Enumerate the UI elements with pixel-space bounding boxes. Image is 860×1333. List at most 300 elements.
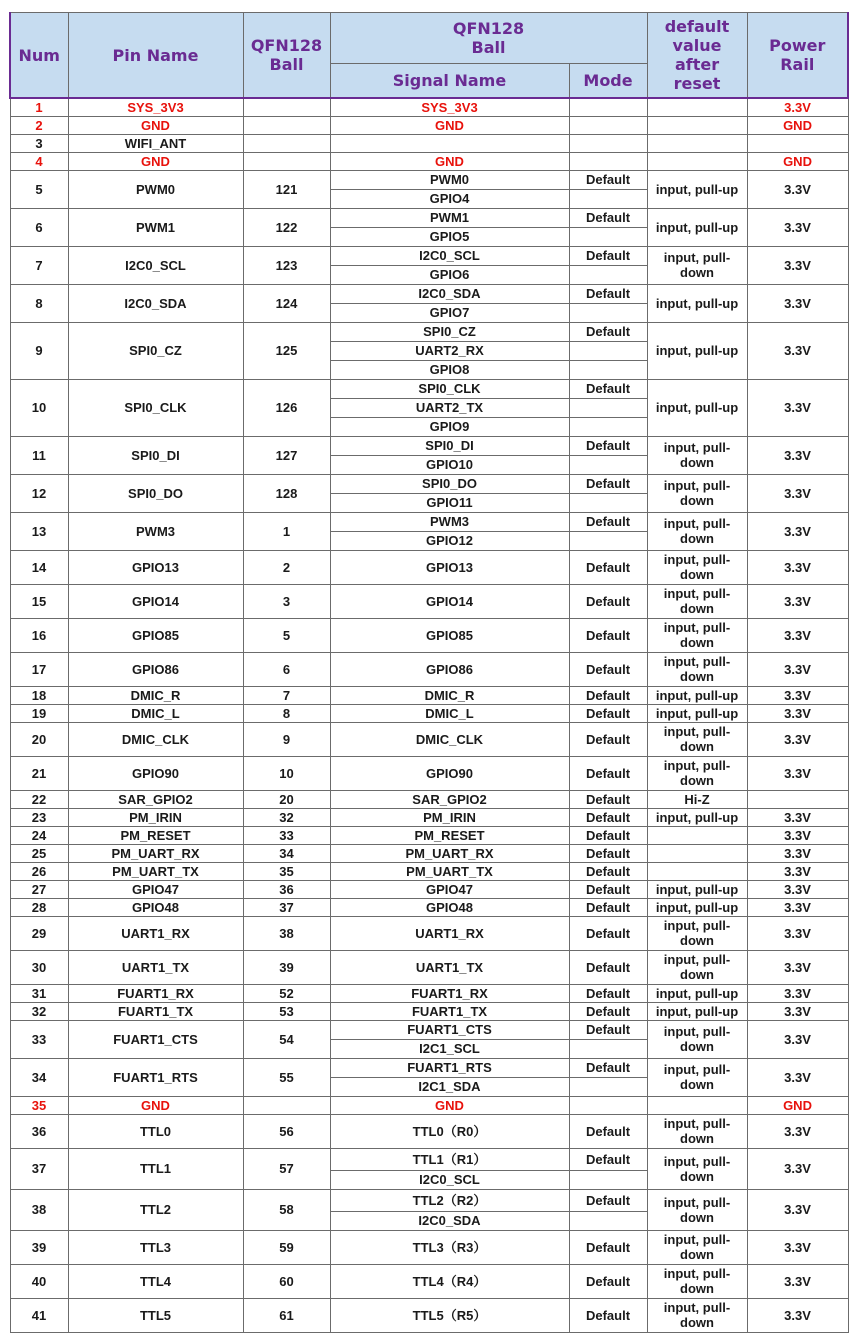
reset-value-cell: input, pull-down	[647, 652, 747, 686]
mode-cell: Default	[569, 1020, 647, 1039]
signal-name-cell: FUART1_RX	[330, 984, 569, 1002]
reset-value-cell: input, pull-up	[647, 880, 747, 898]
reset-value-cell: input, pull-up	[647, 1002, 747, 1020]
ball-cell: 35	[243, 862, 330, 880]
reset-value-cell	[647, 862, 747, 880]
pin-name-cell: GPIO14	[68, 584, 243, 618]
table-row	[10, 844, 848, 862]
mode-cell: Default	[569, 1058, 647, 1077]
power-rail-cell: 3.3V	[747, 1114, 848, 1148]
signal-name-cell: SPI0_CLK	[330, 379, 569, 398]
pin-name-cell: GPIO13	[68, 550, 243, 584]
power-rail-cell: 3.3V	[747, 1148, 848, 1189]
pin-num-cell: 30	[10, 950, 68, 984]
pin-num-cell: 35	[10, 1096, 68, 1114]
table-body	[10, 98, 848, 1332]
signal-name-cell: GPIO13	[330, 550, 569, 584]
table-row	[10, 984, 848, 1002]
signal-name-cell: I2C0_SDA	[330, 284, 569, 303]
pin-name-cell: GPIO90	[68, 756, 243, 790]
signal-name-cell: GPIO14	[330, 584, 569, 618]
pin-name-cell: TTL3	[68, 1230, 243, 1264]
signal-name-cell: FUART1_TX	[330, 1002, 569, 1020]
signal-name-cell	[330, 134, 569, 152]
mode-cell: Default	[569, 808, 647, 826]
power-rail-cell: 3.3V	[747, 898, 848, 916]
mode-cell	[569, 398, 647, 417]
ball-cell: 37	[243, 898, 330, 916]
signal-name-cell: PM_IRIN	[330, 808, 569, 826]
power-rail-cell: 3.3V	[747, 880, 848, 898]
mode-cell: Default	[569, 756, 647, 790]
header-default-line4: reset	[673, 74, 721, 93]
pin-num-cell: 26	[10, 862, 68, 880]
reset-value-cell: input, pull-up	[647, 984, 747, 1002]
signal-name-cell: TTL3（R3）	[330, 1230, 569, 1264]
table-row	[10, 584, 848, 618]
mode-cell	[569, 303, 647, 322]
pin-num-cell: 4	[10, 152, 68, 170]
pin-num-cell: 28	[10, 898, 68, 916]
mode-cell	[569, 531, 647, 550]
mode-cell	[569, 134, 647, 152]
ball-cell: 8	[243, 704, 330, 722]
pin-name-cell: FUART1_CTS	[68, 1020, 243, 1058]
power-rail-cell: 3.3V	[747, 1264, 848, 1298]
power-rail-cell	[747, 790, 848, 808]
reset-value-cell: input, pull-down	[647, 246, 747, 284]
reset-value-cell	[647, 1096, 747, 1114]
signal-name-cell: I2C1_SDA	[330, 1077, 569, 1096]
power-rail-cell: 3.3V	[747, 379, 848, 436]
pin-num-cell: 18	[10, 686, 68, 704]
reset-value-cell: input, pull-down	[647, 618, 747, 652]
reset-value-cell: input, pull-up	[647, 170, 747, 208]
reset-value-cell: input, pull-down	[647, 1189, 747, 1230]
signal-name-cell: I2C0_SDA	[330, 1211, 569, 1230]
ball-cell: 124	[243, 284, 330, 322]
pin-name-cell: GND	[68, 116, 243, 134]
mode-cell: Default	[569, 950, 647, 984]
power-rail-cell: 3.3V	[747, 1058, 848, 1096]
table-row	[10, 704, 848, 722]
table-row	[10, 1148, 848, 1170]
mode-cell: Default	[569, 584, 647, 618]
mode-cell: Default	[569, 880, 647, 898]
reset-value-cell	[647, 844, 747, 862]
table-row	[10, 916, 848, 950]
table-row	[10, 686, 848, 704]
pin-name-cell: TTL1	[68, 1148, 243, 1189]
ball-cell: 123	[243, 246, 330, 284]
signal-name-cell: GND	[330, 116, 569, 134]
pin-name-cell: GND	[68, 1096, 243, 1114]
table-row	[10, 1230, 848, 1264]
mode-cell	[569, 1096, 647, 1114]
signal-name-cell: DMIC_L	[330, 704, 569, 722]
table-row	[10, 1189, 848, 1211]
mode-cell	[569, 455, 647, 474]
ball-cell: 20	[243, 790, 330, 808]
mode-cell	[569, 265, 647, 284]
reset-value-cell: input, pull-down	[647, 1148, 747, 1189]
table-row	[10, 898, 848, 916]
pin-name-cell: FUART1_RX	[68, 984, 243, 1002]
ball-cell: 6	[243, 652, 330, 686]
mode-cell: Default	[569, 322, 647, 341]
mode-cell	[569, 98, 647, 116]
pin-name-cell: PM_RESET	[68, 826, 243, 844]
ball-cell: 53	[243, 1002, 330, 1020]
reset-value-cell: input, pull-down	[647, 1114, 747, 1148]
signal-name-cell: GPIO5	[330, 227, 569, 246]
pin-num-cell: 3	[10, 134, 68, 152]
signal-name-cell: GPIO11	[330, 493, 569, 512]
power-rail-cell: GND	[747, 1096, 848, 1114]
mode-cell: Default	[569, 984, 647, 1002]
signal-name-cell: GPIO4	[330, 189, 569, 208]
power-rail-cell: 3.3V	[747, 950, 848, 984]
ball-cell: 128	[243, 474, 330, 512]
table-row	[10, 808, 848, 826]
mode-cell	[569, 1211, 647, 1230]
power-rail-cell: 3.3V	[747, 1189, 848, 1230]
mode-cell: Default	[569, 722, 647, 756]
pin-name-cell: SYS_3V3	[68, 98, 243, 116]
power-rail-cell: 3.3V	[747, 808, 848, 826]
mode-cell: Default	[569, 512, 647, 531]
mode-cell: Default	[569, 826, 647, 844]
table-row	[10, 284, 848, 303]
ball-cell: 57	[243, 1148, 330, 1189]
power-rail-cell: 3.3V	[747, 686, 848, 704]
table-row	[10, 880, 848, 898]
power-rail-cell: 3.3V	[747, 652, 848, 686]
pin-num-cell: 31	[10, 984, 68, 1002]
power-rail-cell: 3.3V	[747, 1002, 848, 1020]
table-header	[10, 13, 848, 99]
table-row	[10, 1298, 848, 1332]
pin-name-cell: TTL5	[68, 1298, 243, 1332]
mode-cell	[569, 152, 647, 170]
pin-name-cell: WIFI_ANT	[68, 134, 243, 152]
power-rail-cell: GND	[747, 116, 848, 134]
power-rail-cell: 3.3V	[747, 550, 848, 584]
ball-cell: 10	[243, 756, 330, 790]
pin-num-cell: 8	[10, 284, 68, 322]
power-rail-cell: 3.3V	[747, 704, 848, 722]
power-rail-cell: 3.3V	[747, 474, 848, 512]
table-row	[10, 790, 848, 808]
power-rail-cell: 3.3V	[747, 170, 848, 208]
mode-cell: Default	[569, 1189, 647, 1211]
power-rail-cell: 3.3V	[747, 1298, 848, 1332]
mode-cell: Default	[569, 1148, 647, 1170]
mode-cell	[569, 116, 647, 134]
pin-num-cell: 27	[10, 880, 68, 898]
power-rail-cell: 3.3V	[747, 1230, 848, 1264]
signal-name-cell: TTL4（R4）	[330, 1264, 569, 1298]
ball-cell	[243, 134, 330, 152]
reset-value-cell: input, pull-down	[647, 550, 747, 584]
signal-name-cell: SYS_3V3	[330, 98, 569, 116]
power-rail-cell	[747, 134, 848, 152]
mode-cell	[569, 360, 647, 379]
ball-cell: 33	[243, 826, 330, 844]
pin-name-cell: GPIO86	[68, 652, 243, 686]
reset-value-cell: input, pull-down	[647, 1058, 747, 1096]
power-rail-cell: 3.3V	[747, 322, 848, 379]
power-rail-cell: 3.3V	[747, 722, 848, 756]
signal-name-cell: GND	[330, 1096, 569, 1114]
pin-name-cell: UART1_TX	[68, 950, 243, 984]
signal-name-cell: GPIO6	[330, 265, 569, 284]
pin-name-cell: FUART1_TX	[68, 1002, 243, 1020]
mode-cell	[569, 189, 647, 208]
pin-name-cell: TTL2	[68, 1189, 243, 1230]
reset-value-cell: input, pull-down	[647, 1020, 747, 1058]
table-row	[10, 152, 848, 170]
pin-name-cell: I2C0_SCL	[68, 246, 243, 284]
signal-name-cell: SPI0_CZ	[330, 322, 569, 341]
pin-name-cell: FUART1_RTS	[68, 1058, 243, 1096]
signal-name-cell: SPI0_DO	[330, 474, 569, 493]
ball-cell: 7	[243, 686, 330, 704]
pin-table-container	[9, 12, 847, 1333]
pin-num-cell: 25	[10, 844, 68, 862]
reset-value-cell: input, pull-up	[647, 898, 747, 916]
ball-cell: 127	[243, 436, 330, 474]
reset-value-cell: input, pull-down	[647, 474, 747, 512]
pin-num-cell: 13	[10, 512, 68, 550]
reset-value-cell: input, pull-down	[647, 1230, 747, 1264]
pin-num-cell: 9	[10, 322, 68, 379]
reset-value-cell: Hi-Z	[647, 790, 747, 808]
pin-name-cell: SAR_GPIO2	[68, 790, 243, 808]
mode-cell: Default	[569, 898, 647, 916]
table-row	[10, 652, 848, 686]
mode-cell: Default	[569, 704, 647, 722]
pin-name-cell: SPI0_CZ	[68, 322, 243, 379]
ball-cell: 2	[243, 550, 330, 584]
power-rail-cell: 3.3V	[747, 862, 848, 880]
mode-cell: Default	[569, 170, 647, 189]
pin-name-cell: PWM1	[68, 208, 243, 246]
signal-name-cell: SAR_GPIO2	[330, 790, 569, 808]
header-num: Num	[10, 13, 68, 99]
pin-name-cell: GPIO48	[68, 898, 243, 916]
signal-name-cell: DMIC_R	[330, 686, 569, 704]
pin-num-cell: 14	[10, 550, 68, 584]
reset-value-cell	[647, 826, 747, 844]
pin-name-cell: TTL0	[68, 1114, 243, 1148]
mode-cell: Default	[569, 686, 647, 704]
signal-name-cell: TTL1（R1）	[330, 1148, 569, 1170]
mode-cell: Default	[569, 284, 647, 303]
pin-num-cell: 39	[10, 1230, 68, 1264]
reset-value-cell	[647, 116, 747, 134]
pin-num-cell: 22	[10, 790, 68, 808]
pin-num-cell: 29	[10, 916, 68, 950]
ball-cell: 54	[243, 1020, 330, 1058]
reset-value-cell: input, pull-down	[647, 722, 747, 756]
signal-name-cell: I2C0_SCL	[330, 246, 569, 265]
table-row	[10, 322, 848, 341]
ball-cell: 32	[243, 808, 330, 826]
power-rail-cell: 3.3V	[747, 826, 848, 844]
header-default-line3: after	[674, 55, 720, 74]
pin-num-cell: 11	[10, 436, 68, 474]
ball-cell: 52	[243, 984, 330, 1002]
signal-name-cell: GPIO85	[330, 618, 569, 652]
mode-cell: Default	[569, 1298, 647, 1332]
pin-name-cell: DMIC_L	[68, 704, 243, 722]
power-rail-cell: 3.3V	[747, 436, 848, 474]
reset-value-cell: input, pull-down	[647, 916, 747, 950]
reset-value-cell: input, pull-down	[647, 512, 747, 550]
reset-value-cell	[647, 152, 747, 170]
header-qfn-ball	[243, 13, 330, 99]
header-qfn-group-line1: QFN128	[452, 19, 525, 38]
pin-num-cell: 38	[10, 1189, 68, 1230]
signal-name-cell: PWM1	[330, 208, 569, 227]
mode-cell: Default	[569, 1002, 647, 1020]
table-row	[10, 1058, 848, 1077]
pin-num-cell: 23	[10, 808, 68, 826]
table-row	[10, 1002, 848, 1020]
signal-name-cell: I2C0_SCL	[330, 1170, 569, 1189]
pin-num-cell: 1	[10, 98, 68, 116]
power-rail-cell: 3.3V	[747, 512, 848, 550]
pin-name-cell: PM_IRIN	[68, 808, 243, 826]
table-row	[10, 950, 848, 984]
header-default-after-reset	[647, 13, 747, 99]
power-rail-cell: 3.3V	[747, 756, 848, 790]
pin-name-cell: SPI0_DI	[68, 436, 243, 474]
ball-cell	[243, 116, 330, 134]
power-rail-cell: 3.3V	[747, 584, 848, 618]
mode-cell	[569, 1170, 647, 1189]
ball-cell: 60	[243, 1264, 330, 1298]
table-row	[10, 1020, 848, 1039]
table-row	[10, 1264, 848, 1298]
ball-cell: 3	[243, 584, 330, 618]
mode-cell: Default	[569, 790, 647, 808]
pin-num-cell: 41	[10, 1298, 68, 1332]
header-pin-name: Pin Name	[68, 13, 243, 99]
mode-cell: Default	[569, 618, 647, 652]
table-row	[10, 618, 848, 652]
power-rail-cell: 3.3V	[747, 98, 848, 116]
header-signal-name: Signal Name	[330, 64, 569, 99]
table-row	[10, 512, 848, 531]
mode-cell	[569, 341, 647, 360]
mode-cell	[569, 1077, 647, 1096]
signal-name-cell: DMIC_CLK	[330, 722, 569, 756]
table-row	[10, 550, 848, 584]
pin-table	[9, 12, 849, 1333]
reset-value-cell: input, pull-down	[647, 1264, 747, 1298]
pin-num-cell: 17	[10, 652, 68, 686]
table-row	[10, 1096, 848, 1114]
signal-name-cell: PWM3	[330, 512, 569, 531]
table-row	[10, 116, 848, 134]
pin-num-cell: 7	[10, 246, 68, 284]
signal-name-cell: UART2_RX	[330, 341, 569, 360]
table-row	[10, 379, 848, 398]
pin-num-cell: 19	[10, 704, 68, 722]
pin-name-cell: DMIC_R	[68, 686, 243, 704]
ball-cell: 126	[243, 379, 330, 436]
table-row	[10, 862, 848, 880]
ball-cell: 125	[243, 322, 330, 379]
ball-cell	[243, 98, 330, 116]
pin-name-cell: SPI0_CLK	[68, 379, 243, 436]
pin-num-cell: 2	[10, 116, 68, 134]
ball-cell: 34	[243, 844, 330, 862]
pin-num-cell: 36	[10, 1114, 68, 1148]
ball-cell: 58	[243, 1189, 330, 1230]
mode-cell: Default	[569, 844, 647, 862]
signal-name-cell: SPI0_DI	[330, 436, 569, 455]
mode-cell	[569, 417, 647, 436]
signal-name-cell: TTL5（R5）	[330, 1298, 569, 1332]
signal-name-cell: GPIO90	[330, 756, 569, 790]
mode-cell: Default	[569, 379, 647, 398]
signal-name-cell: PM_RESET	[330, 826, 569, 844]
pin-num-cell: 33	[10, 1020, 68, 1058]
ball-cell: 61	[243, 1298, 330, 1332]
mode-cell: Default	[569, 436, 647, 455]
signal-name-cell: UART1_TX	[330, 950, 569, 984]
pin-name-cell: GPIO85	[68, 618, 243, 652]
power-rail-cell: 3.3V	[747, 284, 848, 322]
pin-name-cell: I2C0_SDA	[68, 284, 243, 322]
mode-cell: Default	[569, 246, 647, 265]
mode-cell: Default	[569, 208, 647, 227]
pin-num-cell: 34	[10, 1058, 68, 1096]
reset-value-cell: input, pull-up	[647, 208, 747, 246]
pin-name-cell: GND	[68, 152, 243, 170]
reset-value-cell: input, pull-down	[647, 584, 747, 618]
table-row	[10, 246, 848, 265]
pin-num-cell: 40	[10, 1264, 68, 1298]
ball-cell	[243, 152, 330, 170]
ball-cell: 56	[243, 1114, 330, 1148]
reset-value-cell: input, pull-up	[647, 808, 747, 826]
signal-name-cell: GND	[330, 152, 569, 170]
signal-name-cell: PM_UART_TX	[330, 862, 569, 880]
pin-num-cell: 12	[10, 474, 68, 512]
table-row	[10, 756, 848, 790]
pin-name-cell: PWM3	[68, 512, 243, 550]
signal-name-cell: FUART1_CTS	[330, 1020, 569, 1039]
table-row	[10, 208, 848, 227]
power-rail-cell: 3.3V	[747, 844, 848, 862]
reset-value-cell	[647, 98, 747, 116]
mode-cell	[569, 1039, 647, 1058]
header-qfn-group	[330, 13, 647, 64]
reset-value-cell: input, pull-up	[647, 686, 747, 704]
pin-name-cell: DMIC_CLK	[68, 722, 243, 756]
pin-name-cell: GPIO47	[68, 880, 243, 898]
ball-cell: 122	[243, 208, 330, 246]
ball-cell	[243, 1096, 330, 1114]
power-rail-cell: 3.3V	[747, 916, 848, 950]
ball-cell: 59	[243, 1230, 330, 1264]
signal-name-cell: GPIO9	[330, 417, 569, 436]
pin-num-cell: 21	[10, 756, 68, 790]
